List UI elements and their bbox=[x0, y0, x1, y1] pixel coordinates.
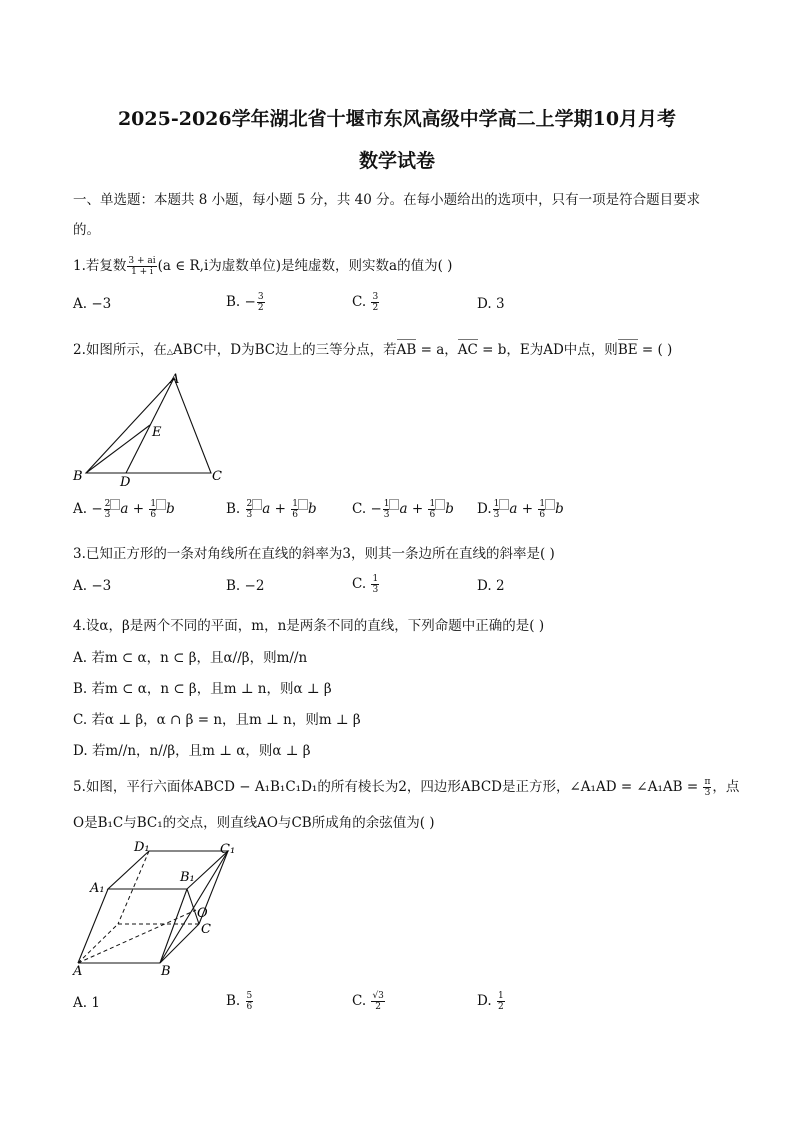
vector-arrow-icon bbox=[110, 499, 120, 510]
q4-option-a[interactable]: A. 若m ⊂ α，n ⊂ β，且α//β，则m//n bbox=[73, 650, 308, 666]
label-d: D bbox=[120, 475, 131, 488]
q5-option-c[interactable]: C. $\frac{√3}{2}$ bbox=[352, 991, 384, 1012]
label-c1: C₁ bbox=[220, 842, 236, 857]
vector-arrow-icon bbox=[435, 499, 445, 510]
q1-option-c[interactable]: C. $\frac{3}{2}$ bbox=[352, 292, 379, 313]
label-b: B bbox=[161, 964, 171, 978]
q2-option-c[interactable]: C. − $\frac{1}{3}$ a + $\frac{1}{6}$ b bbox=[352, 499, 454, 520]
question-5: 5.如图，平行六面体ABCD − A₁B₁C₁D₁的所有棱长为2，四边形ABCD是正方形，∠A₁AD = ∠A₁AB = $\frac{\pi}{3}$ ，点 bbox=[73, 777, 740, 798]
q1-option-a[interactable]: A. −3 bbox=[73, 296, 112, 312]
q1-fraction bbox=[127, 256, 156, 277]
label-c: C bbox=[201, 922, 211, 937]
label-a: A bbox=[73, 964, 83, 978]
q2-option-b[interactable]: B. $\frac{2}{3}$ a + $\frac{1}{6}$ b bbox=[226, 499, 317, 520]
q3-option-a[interactable]: A. −3 bbox=[73, 578, 112, 594]
question-4: 4.设α，β是两个不同的平面，m，n是两条不同的直线，下列命题中正确的是( ) bbox=[73, 618, 545, 634]
edge-dd1-hidden bbox=[118, 851, 149, 924]
label-b1: B₁ bbox=[180, 870, 195, 885]
q1-frac-den: 1 + i bbox=[131, 267, 153, 277]
q2-option-a[interactable]: A. − $\frac{2}{3}$ a + $\frac{1}{6}$ b bbox=[73, 499, 175, 520]
top-face bbox=[108, 851, 228, 889]
vector-arrow-icon bbox=[545, 499, 555, 510]
label-a: A bbox=[170, 372, 180, 387]
q1-stem-a: 1.若复数 bbox=[73, 258, 127, 274]
vector-arrow-icon bbox=[252, 499, 262, 510]
q5-option-d[interactable]: D. $\frac{1}{2}$ bbox=[477, 991, 504, 1012]
q3-option-c[interactable]: C. $\frac{1}{3}$ bbox=[352, 574, 379, 595]
question-1 bbox=[73, 254, 452, 277]
label-o: O bbox=[197, 906, 208, 921]
paper-title: 2025-2026学年湖北省十堰市东风高级中学高二上学期10月月考 bbox=[117, 108, 677, 130]
vector-arrow-icon bbox=[156, 499, 166, 510]
q3-option-d[interactable]: D. 2 bbox=[477, 578, 505, 594]
label-e: E bbox=[152, 425, 162, 440]
triangle-figure bbox=[70, 370, 230, 488]
q1-frac-num: 3 + ai bbox=[128, 256, 156, 266]
vector-arrow-icon bbox=[298, 499, 308, 510]
vector-arrow-icon bbox=[499, 499, 509, 510]
parallelepiped-figure bbox=[70, 838, 250, 978]
q3-option-b[interactable]: B. −2 bbox=[226, 578, 265, 594]
q4-option-b[interactable]: B. 若m ⊂ α，n ⊂ β，且m ⊥ n，则α ⊥ β bbox=[73, 681, 332, 697]
edge-aa1 bbox=[78, 889, 108, 963]
paper-subtitle: 数学试卷 bbox=[358, 150, 435, 172]
question-5-cont: O是B₁C与BC₁的交点，则直线AO与CB所成角的余弦值为( ) bbox=[73, 815, 435, 831]
q1-stem-b: (a ∈ R,i为虚数单位)是纯虚数，则实数a的值为( ) bbox=[157, 258, 453, 274]
label-a1: A₁ bbox=[90, 881, 105, 896]
edge-ad-hidden bbox=[78, 924, 118, 963]
q4-option-d[interactable]: D. 若m//n，n//β，且m ⊥ α，则α ⊥ β bbox=[73, 743, 311, 759]
q5-option-b[interactable]: B. $\frac{5}{6}$ bbox=[226, 991, 253, 1012]
segment-be bbox=[86, 425, 150, 473]
q1-option-d[interactable]: D. 3 bbox=[477, 296, 505, 312]
q4-option-c[interactable]: C. 若α ⊥ β，α ∩ β = n，且m ⊥ n，则m ⊥ β bbox=[73, 712, 361, 728]
vector-ac: AC bbox=[458, 339, 478, 358]
question-2: 2.如图所示，在△ABC中，D为BC边上的三等分点，若AB = a，AC = b，E为AD中点，则BE = ( ) bbox=[73, 338, 672, 358]
label-b: B bbox=[73, 469, 83, 484]
vector-arrow-icon bbox=[389, 499, 399, 510]
question-3: 3.已知正方形的一条对角线所在直线的斜率为3，则其一条边所在直线的斜率是( ) bbox=[73, 546, 555, 562]
segment-bc1 bbox=[160, 851, 228, 963]
section-header: 一、单选题：本题共 8 小题，每小题 5 分，共 40 分。在每小题给出的选项中，只有一项是符合题目要求 bbox=[73, 192, 701, 208]
label-c: C bbox=[212, 469, 222, 484]
q2-option-d[interactable]: D. $\frac{1}{3}$ a + $\frac{1}{6}$ b bbox=[477, 499, 564, 520]
q1-option-b[interactable]: B. − $\frac{3}{2}$ bbox=[226, 292, 264, 313]
label-d1: D₁ bbox=[134, 840, 150, 855]
vector-be: BE bbox=[618, 339, 638, 358]
section-header-cont: 的。 bbox=[73, 222, 100, 238]
vector-ab: AB bbox=[397, 339, 417, 358]
q5-option-a[interactable]: A. 1 bbox=[73, 995, 100, 1011]
